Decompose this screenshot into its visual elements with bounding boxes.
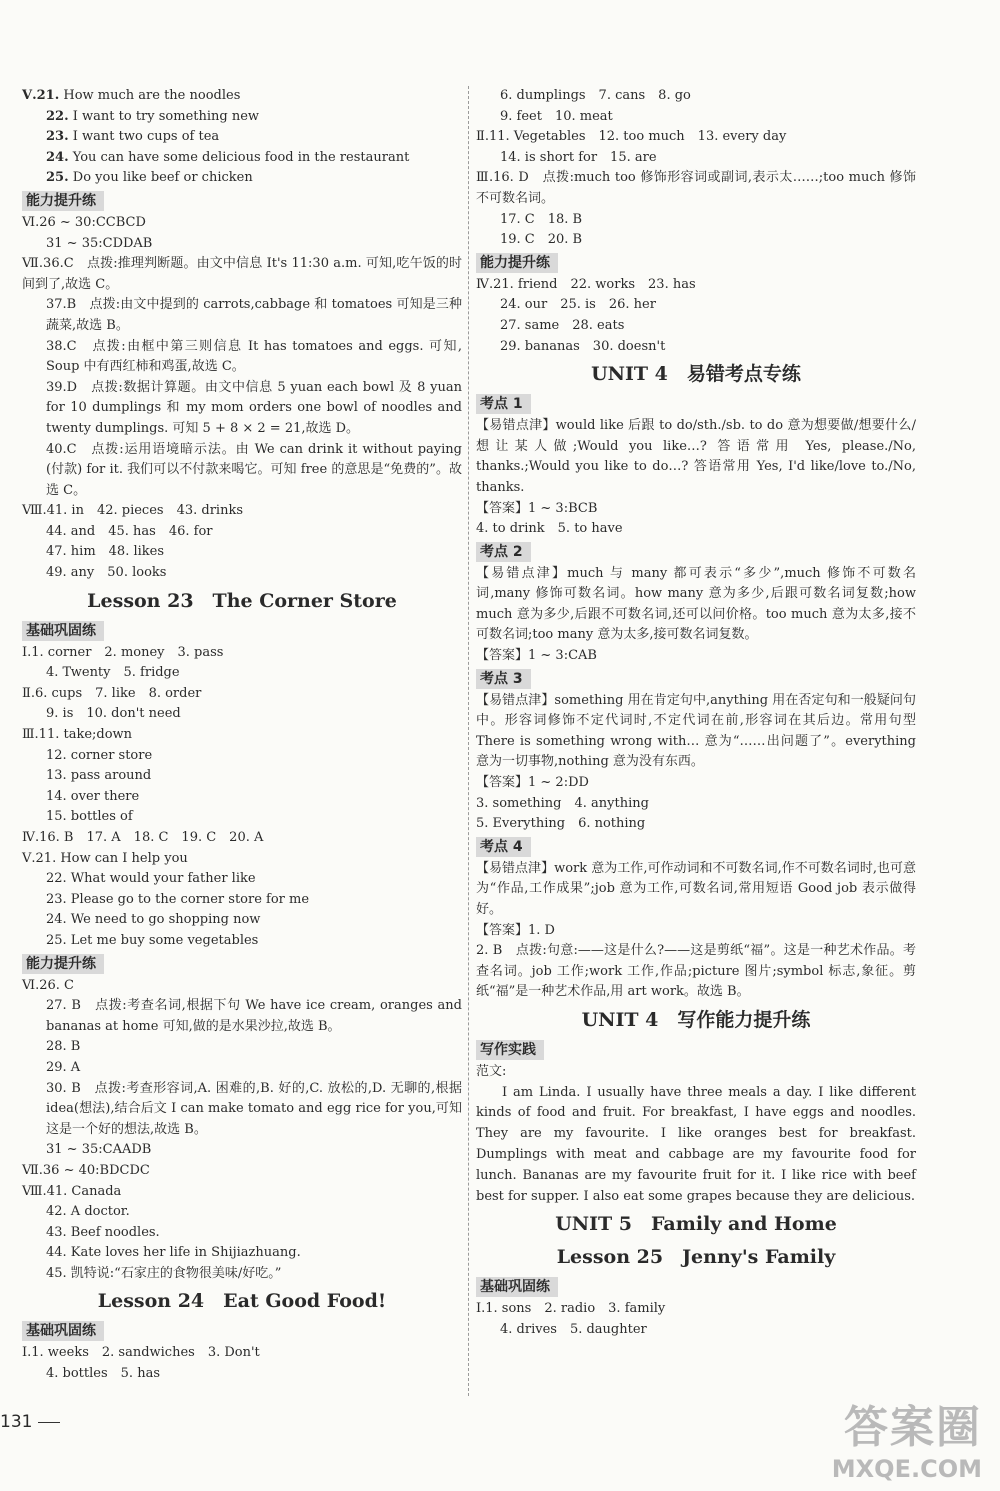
answer-line: 23. I want two cups of tea <box>46 129 220 145</box>
answer-line: Ⅰ.1. corner 2. money 3. pass <box>22 644 224 660</box>
watermark <box>832 1391 982 1483</box>
answer-paragraph: 40.C 点拨:运用语境暗示法。由 We can drink it without paying (付款) for it. 我们可以不付款来喝它。可知 free 的意思是“免费的”。故选 C。 <box>46 441 462 498</box>
answer-line: 14. is short for 15. are <box>500 149 657 165</box>
kaodian-header: 考点 3 <box>476 669 531 689</box>
answer-paragraph: 27. B 点拨:考查名词,根据下句 We have ice cream, oranges and bananas at home 可知,做的是水果沙拉,故选 B。 <box>46 998 462 1034</box>
kaodian-header: 考点 1 <box>476 394 531 414</box>
answer-line: 44. and 45. has 46. for <box>46 523 213 539</box>
answer-line: 49. any 50. looks <box>46 565 167 581</box>
answer-paragraph: 38.C 点拨:由框中第三则信息 It has tomatoes and eggs. 可知, Soup 中有西红柿和鸡蛋,故选 C。 <box>46 338 462 375</box>
answer-line: 【答案】1 ~ 3:BCB <box>476 500 598 516</box>
answer-line: 29. bananas 30. doesn't <box>500 338 666 354</box>
answer-paragraph: 30. B 点拨:考查形容词,A. 困难的,B. 好的,C. 放松的,D. 无聊的,根据 idea(想法),结合后文 I can make tomato and egg rice for you,可知这是一个好的想法,故选 B。 <box>46 1080 462 1137</box>
answer-line: Ⅶ.36 ~ 40:BDCDC <box>22 1162 150 1178</box>
page-number-dash <box>38 1422 60 1423</box>
answer-line: 【答案】1 ~ 2:DD <box>476 775 589 791</box>
section-header: 基础巩固练 <box>476 1277 558 1297</box>
section-header: 基础巩固练 <box>22 621 104 641</box>
watermark-url: MXQE.COM <box>831 1455 982 1483</box>
answer-line: 15. bottles of <box>46 809 133 825</box>
tip-paragraph: 【易错点津】something 用在肯定句中,anything 用在否定句和一般疑问句中。形容词修饰不定代词时,不定代词在前,形容词在其后边。常用句型 There is something wrong with… 意为“……出问题了”。everything 意为一切事物,nothing 意为没有东西。 <box>476 692 916 770</box>
answer-line: 28. B <box>46 1039 81 1055</box>
lesson-title: Lesson 24 Eat Good Food! <box>97 1290 387 1313</box>
unit-title: UNIT 4 写作能力提升练 <box>581 1008 811 1031</box>
answer-line: 31 ~ 35:CDDAB <box>46 235 153 251</box>
answer-line: 22. I want to try something new <box>46 108 260 124</box>
answer-line: Ⅴ.21. How much are the noodles <box>22 88 241 103</box>
answer-line: Ⅵ.26. C <box>22 977 74 993</box>
section-header: 能力提升练 <box>22 191 104 211</box>
answer-paragraph: Ⅶ.36.C 点拨:推理判断题。由文中信息 It's 11:30 a.m. 可知,吃午饭的时间到了,故选 C。 <box>22 256 462 292</box>
section-header: 基础巩固练 <box>22 1321 104 1341</box>
answer-line: Ⅴ.21. How can I help you <box>22 850 188 866</box>
answer-line: 4. Twenty 5. fridge <box>46 665 180 681</box>
kaodian-header: 考点 4 <box>476 837 531 857</box>
answer-line: 42. A doctor. <box>46 1204 130 1220</box>
answer-line: 12. corner store <box>46 747 153 763</box>
lesson-title: Lesson 25 Jenny's Family <box>556 1246 836 1269</box>
answer-line: Ⅱ.6. cups 7. like 8. order <box>22 685 202 701</box>
answer-paragraph: 39.D 点拨:数据计算题。由文中信息 5 yuan each bowl 及 8 yuan for 10 dumplings 和 my mom orders one bowl of noodles and twenty dumplings. 可知 5 + 8 × 2 = 21,故选 D。 <box>46 379 462 436</box>
answer-line: 13. pass around <box>46 768 152 784</box>
answer-line: 25. Let me buy some vegetables <box>46 932 259 948</box>
answer-paragraph: 37.B 点拨:由文中提到的 carrots,cabbage 和 tomatoes 可知是三种蔬菜,故选 B。 <box>46 297 462 333</box>
answer-line: 25. Do you like beef or chicken <box>46 170 253 186</box>
answer-line: 9. feet 10. meat <box>500 108 613 124</box>
answer-line: 【答案】1 ~ 3:CAB <box>476 648 597 664</box>
essay-text: I am Linda. I usually have three meals a day. I like different kinds of food and fruit. For breakfast, I have eggs and noodles. They are my favourite. I like oranges best for breakfast. Dumplings with meat and cabbage are my favourite food for lunch. Bananas are my favourite fruit for it. I like rice with beef best for supper. I also eat some grapes because they are delicious. <box>476 1084 916 1204</box>
lesson-title: Lesson 23 The Corner Store <box>87 589 397 612</box>
tip-paragraph: 【易错点津】would like 后跟 to do/sth./sb. to do 意为想要做/想要什么/想让某人做;Would you like…? 答语常用 Yes, please./No, thanks.;Would you like to do…? 答语常用 Yes, I'd like/love to./No, thanks. <box>476 418 916 495</box>
answer-line: Ⅰ.1. weeks 2. sandwiches 3. Don't <box>22 1345 260 1361</box>
answer-line: 6. dumplings 7. cans 8. go <box>500 88 691 103</box>
answer-line: 31 ~ 35:CAADB <box>46 1142 152 1158</box>
section-header: 写作实践 <box>476 1040 544 1060</box>
column-divider <box>468 86 469 1396</box>
answer-line: Ⅳ.21. friend 22. works 23. has <box>476 276 696 292</box>
answer-paragraph: 2. B 点拨:句意:——这是什么?——这是剪纸“福”。这是一种艺术作品。考查名词。job 工作;work 工作,作品;picture 图片;symbol 标志,象征。剪纸“福”是一种艺术作品,用 art work。故选 B。 <box>476 943 916 1000</box>
answer-line: 27. same 28. eats <box>500 317 625 333</box>
answer-line: 3. something 4. anything <box>476 795 649 811</box>
answer-line: 29. A <box>46 1059 81 1075</box>
answer-line: Ⅷ.41. in 42. pieces 43. drinks <box>22 503 243 519</box>
page-number: 131 <box>0 1412 60 1432</box>
answer-line: 5. Everything 6. nothing <box>476 816 646 832</box>
answer-line: Ⅲ.11. take;down <box>22 727 133 743</box>
answer-line: 17. C 18. B <box>500 211 583 227</box>
left-column <box>22 86 462 1385</box>
answer-line: 44. Kate loves her life in Shijiazhuang. <box>46 1245 301 1261</box>
answer-line: 43. Beef noodles. <box>46 1224 160 1240</box>
answer-line: 【答案】1. D <box>476 922 555 938</box>
answer-line: 45. 凯特说:“石家庄的食物很美味/好吃。” <box>46 1265 282 1281</box>
section-header: 能力提升练 <box>22 954 104 974</box>
right-column <box>476 86 916 1341</box>
answer-line: Ⅷ.41. Canada <box>22 1183 122 1199</box>
unit-title: UNIT 4 易错考点专练 <box>591 363 801 386</box>
answer-paragraph: Ⅲ.16. D 点拨:much too 修饰形容词或副词,表示太……;too much 修饰不可数名词。 <box>476 170 916 206</box>
answer-line: 24. You can have some delicious food in the restaurant <box>46 149 410 165</box>
answer-line: 4. drives 5. daughter <box>500 1321 647 1337</box>
answer-line: 4. bottles 5. has <box>46 1366 160 1382</box>
answer-line: Ⅰ.1. sons 2. radio 3. family <box>476 1301 666 1317</box>
answer-line: 24. our 25. is 26. her <box>500 297 656 313</box>
answer-line: 24. We need to go shopping now <box>46 912 261 928</box>
answer-line: 19. C 20. B <box>500 232 583 248</box>
answer-line: Ⅱ.11. Vegetables 12. too much 13. every day <box>476 129 787 145</box>
kaodian-header: 考点 2 <box>476 542 531 562</box>
answer-line: Ⅳ.16. B 17. A 18. C 19. C 20. A <box>22 830 264 845</box>
answer-line: 4. to drink 5. to have <box>476 521 623 537</box>
answer-line: 14. over there <box>46 788 140 804</box>
unit-title: UNIT 5 Family and Home <box>555 1213 837 1236</box>
answer-line: 22. What would your father like <box>46 871 256 887</box>
watermark-logo: 答案圈 <box>844 1402 982 1453</box>
answer-line: 9. is 10. don't need <box>46 706 181 722</box>
answer-line: Ⅵ.26 ~ 30:CCBCD <box>22 214 146 230</box>
essay-label: 范文: <box>476 1063 507 1079</box>
section-header: 能力提升练 <box>476 253 558 273</box>
answer-line: 23. Please go to the corner store for me <box>46 891 310 907</box>
answer-line: 47. him 48. likes <box>46 544 165 560</box>
tip-paragraph: 【易错点津】much 与 many 都可表示“多少”,much 修饰不可数名词,many 修饰可数名词。how many 意为多少,后跟可数名词复数;how much 意为多少,后跟不可数名词,还可以问价格。too much 意为太多,接不可数名词;too many 意为太多,接可数名词复数。 <box>476 565 916 643</box>
tip-paragraph: 【易错点津】work 意为工作,可作动词和不可数名词,作不可数名词时,也可意为“作品,工作成果”;job 意为工作,可数名词,常用短语 Good job 表示做得好。 <box>476 860 916 917</box>
